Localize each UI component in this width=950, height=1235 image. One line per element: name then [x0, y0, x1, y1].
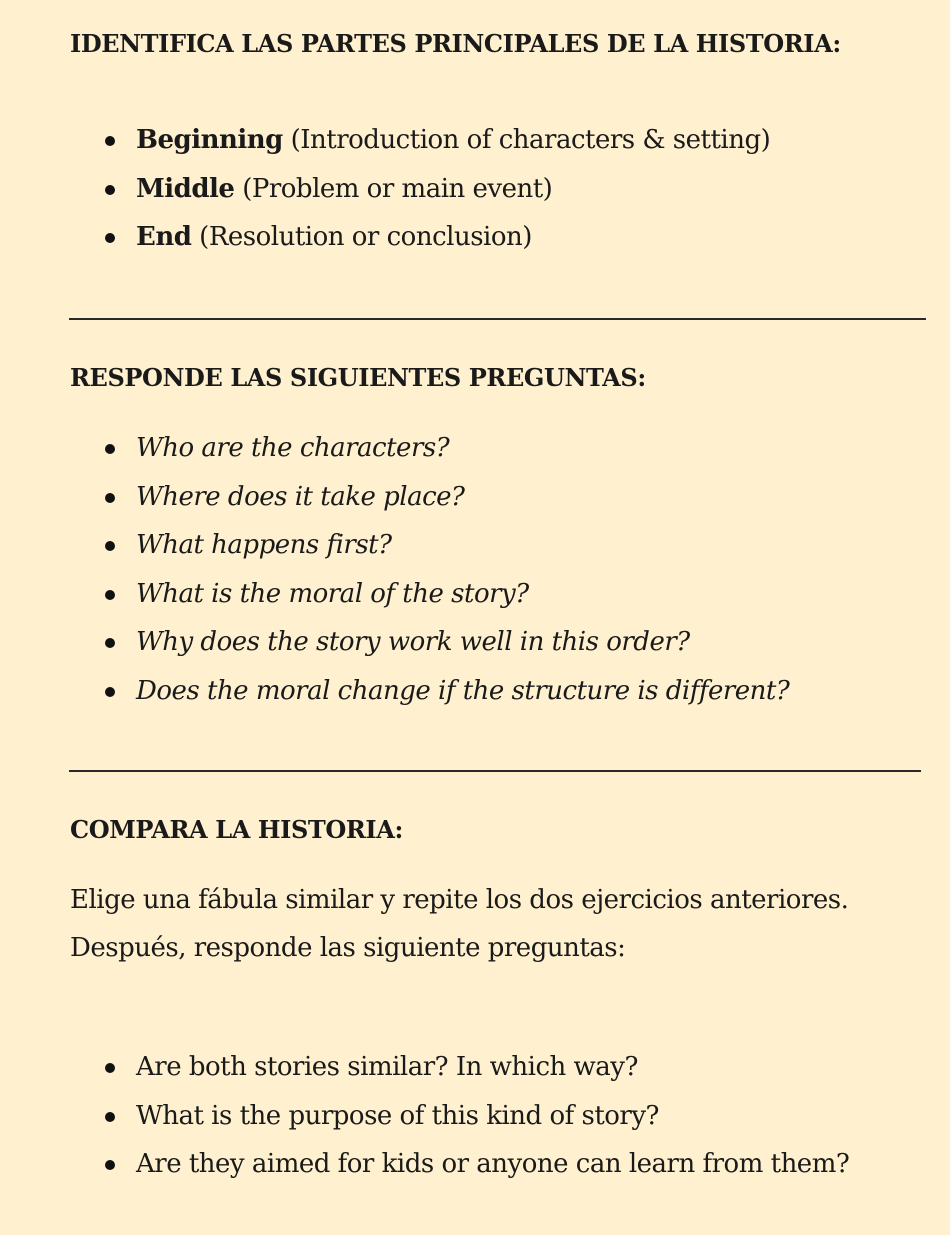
question-text: What is the moral of the story? [136, 578, 529, 609]
list-item [0, 174, 770, 223]
part-description: (Problem or main event) [234, 173, 553, 204]
compare-questions-list [0, 1052, 849, 1198]
list-item [0, 1101, 849, 1150]
question-text: What happens first? [136, 530, 392, 560]
question-text: Why does the story work well in this order? [136, 627, 690, 657]
bullet-icon [105, 233, 115, 243]
section1-heading: IDENTIFICA LAS PARTES PRINCIPALES DE LA HISTORIA: [70, 29, 841, 58]
question-text: Who are the characters? [136, 433, 450, 463]
question-text: Are they aimed for kids or anyone can learn from them? [136, 1149, 850, 1179]
list-item [0, 222, 770, 271]
bullet-icon [105, 444, 115, 454]
list-item [0, 433, 789, 482]
list-item [0, 579, 789, 628]
instruction-line-2: Después, responde las siguiente preguntas: [70, 933, 626, 963]
bullet-icon [105, 493, 115, 503]
list-item [0, 482, 789, 531]
parts-list [0, 125, 770, 271]
question-text: Does the moral change if the structure is different? [136, 675, 790, 706]
question-text: What is the purpose of this kind of story? [136, 1100, 659, 1131]
list-item [0, 627, 789, 676]
list-item [0, 1149, 849, 1198]
question-text: Where does it take place? [136, 481, 465, 512]
instruction-line-1: Elige una fábula similar y repite los dos ejercicios anteriores. [70, 885, 849, 915]
section3-heading: COMPARA LA HISTORIA: [70, 815, 403, 844]
bullet-icon [105, 1063, 115, 1073]
bullet-icon [105, 590, 115, 600]
part-term: End [136, 222, 192, 252]
part-term: Beginning [136, 125, 283, 155]
section2-heading: RESPONDE LAS SIGUIENTES PREGUNTAS: [70, 363, 646, 392]
bullet-icon [105, 136, 115, 146]
bullet-icon [105, 541, 115, 551]
bullet-icon [105, 1112, 115, 1122]
part-description: (Introduction of characters & setting) [282, 125, 771, 155]
part-description: (Resolution or conclusion) [191, 222, 532, 252]
part-term: Middle [136, 173, 235, 204]
list-item [0, 125, 770, 174]
divider [69, 770, 921, 772]
question-text: Are both stories similar? In which way? [136, 1052, 638, 1082]
list-item [0, 530, 789, 579]
bullet-icon [105, 638, 115, 648]
list-item [0, 676, 789, 725]
bullet-icon [105, 687, 115, 697]
divider [69, 318, 926, 320]
bullet-icon [105, 1160, 115, 1170]
list-item [0, 1052, 849, 1101]
questions-list [0, 433, 789, 724]
bullet-icon [105, 185, 115, 195]
